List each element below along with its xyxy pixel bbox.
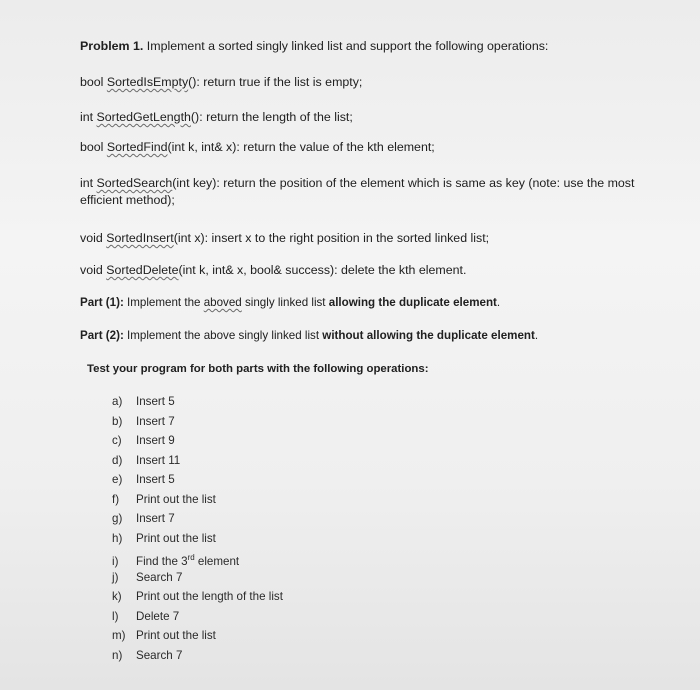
part-text: singly linked list bbox=[241, 296, 329, 309]
part-2 bbox=[80, 327, 676, 344]
operation-line bbox=[80, 74, 676, 91]
step-text: Insert 5 bbox=[136, 473, 175, 486]
list-marker: c) bbox=[112, 434, 122, 447]
operation-line bbox=[80, 230, 676, 247]
step-text: Insert 9 bbox=[136, 434, 175, 447]
list-item bbox=[112, 587, 283, 607]
test-heading: Test your program for both parts with the following operations: bbox=[87, 363, 429, 375]
function-description: : return the value of the kth element; bbox=[236, 140, 435, 154]
list-marker: n) bbox=[112, 648, 123, 662]
list-marker: b) bbox=[112, 414, 123, 428]
part-emphasis: without allowing the duplicate element bbox=[322, 329, 535, 342]
list-item bbox=[112, 607, 283, 627]
function-name: SortedDelete bbox=[106, 263, 179, 277]
return-type: bool bbox=[80, 140, 107, 154]
function-name: SortedSearch bbox=[96, 176, 173, 190]
part-text: aboved bbox=[203, 296, 242, 309]
list-item bbox=[112, 529, 283, 549]
step-text: Search 7 bbox=[136, 570, 183, 584]
function-args: (int k, int& x) bbox=[167, 140, 237, 154]
step-text: Insert 5 bbox=[136, 395, 175, 408]
list-item bbox=[112, 490, 283, 510]
list-marker: m) bbox=[112, 629, 126, 642]
list-item bbox=[112, 392, 283, 412]
step-text: Delete 7 bbox=[136, 609, 180, 623]
operation-line bbox=[80, 175, 680, 209]
operation-line bbox=[80, 262, 676, 279]
part-text: . bbox=[496, 296, 501, 309]
function-args: () bbox=[190, 110, 200, 124]
part-1 bbox=[80, 294, 676, 311]
list-marker: g) bbox=[112, 512, 123, 525]
return-type: int bbox=[80, 176, 97, 190]
list-marker: d) bbox=[112, 453, 123, 467]
list-marker: h) bbox=[112, 531, 123, 545]
function-description: : insert x to the right position in the sorted linked list; bbox=[204, 231, 490, 245]
function-description: : return the length of the list; bbox=[199, 110, 353, 124]
step-text: Find the 3 bbox=[136, 554, 188, 568]
step-text: Insert 7 bbox=[136, 512, 175, 525]
list-item bbox=[112, 646, 283, 666]
function-args: () bbox=[188, 75, 197, 89]
list-item bbox=[112, 509, 283, 529]
list-item bbox=[112, 626, 283, 646]
step-text: Insert 7 bbox=[136, 414, 175, 428]
list-marker: i) bbox=[112, 554, 119, 568]
list-item bbox=[112, 412, 283, 432]
list-marker: e) bbox=[112, 473, 123, 486]
step-text: Print out the length of the list bbox=[136, 590, 283, 603]
list-marker: l) bbox=[112, 609, 119, 623]
list-marker: j) bbox=[112, 570, 119, 584]
operation-line bbox=[80, 109, 676, 126]
function-description: : delete the kth element. bbox=[334, 263, 467, 277]
return-type: int bbox=[80, 110, 97, 124]
function-args: (int x) bbox=[173, 231, 205, 245]
function-args: (int k, int& x, bool& success) bbox=[178, 263, 335, 277]
step-text: Print out the list bbox=[136, 492, 216, 506]
step-text: Print out the list bbox=[136, 531, 216, 545]
ordinal-suffix: rd bbox=[187, 553, 195, 562]
function-args: (int key) bbox=[172, 176, 217, 190]
test-steps-list bbox=[112, 392, 283, 665]
function-description: : return the position of the element which is same as key (note: use the most efficient method); bbox=[80, 176, 635, 207]
list-marker: a) bbox=[112, 395, 123, 408]
list-marker: k) bbox=[112, 590, 122, 603]
part-text: . bbox=[534, 329, 539, 342]
problem-title: Problem 1. bbox=[80, 39, 144, 53]
list-item bbox=[112, 451, 283, 471]
function-description: : return true if the list is empty; bbox=[196, 75, 363, 89]
return-type: bool bbox=[80, 75, 107, 89]
list-item bbox=[112, 568, 283, 588]
operation-line bbox=[80, 139, 676, 156]
list-item bbox=[112, 548, 283, 568]
return-type: void bbox=[80, 231, 107, 245]
return-type: void bbox=[80, 263, 107, 277]
list-item bbox=[112, 431, 283, 451]
step-text: Print out the list bbox=[136, 629, 216, 642]
part-text: Implement the above singly linked list bbox=[123, 329, 323, 342]
function-name: SortedGetLength bbox=[96, 110, 191, 124]
part-emphasis: allowing the duplicate element bbox=[328, 296, 497, 309]
step-text: Search 7 bbox=[136, 648, 183, 662]
problem-intro: Implement a sorted singly linked list and support the following operations: bbox=[143, 39, 549, 53]
step-text: element bbox=[194, 554, 240, 568]
function-name: SortedIsEmpty bbox=[106, 75, 189, 89]
function-name: SortedFind bbox=[106, 140, 168, 154]
part-text: Implement the bbox=[123, 296, 204, 309]
function-name: SortedInsert bbox=[106, 231, 174, 245]
part-label: Part (1): bbox=[80, 296, 124, 309]
part-label: Part (2): bbox=[80, 329, 124, 342]
list-item bbox=[112, 470, 283, 490]
problem-statement bbox=[80, 38, 676, 55]
list-marker: f) bbox=[112, 492, 120, 506]
step-text: Insert 11 bbox=[136, 453, 181, 467]
